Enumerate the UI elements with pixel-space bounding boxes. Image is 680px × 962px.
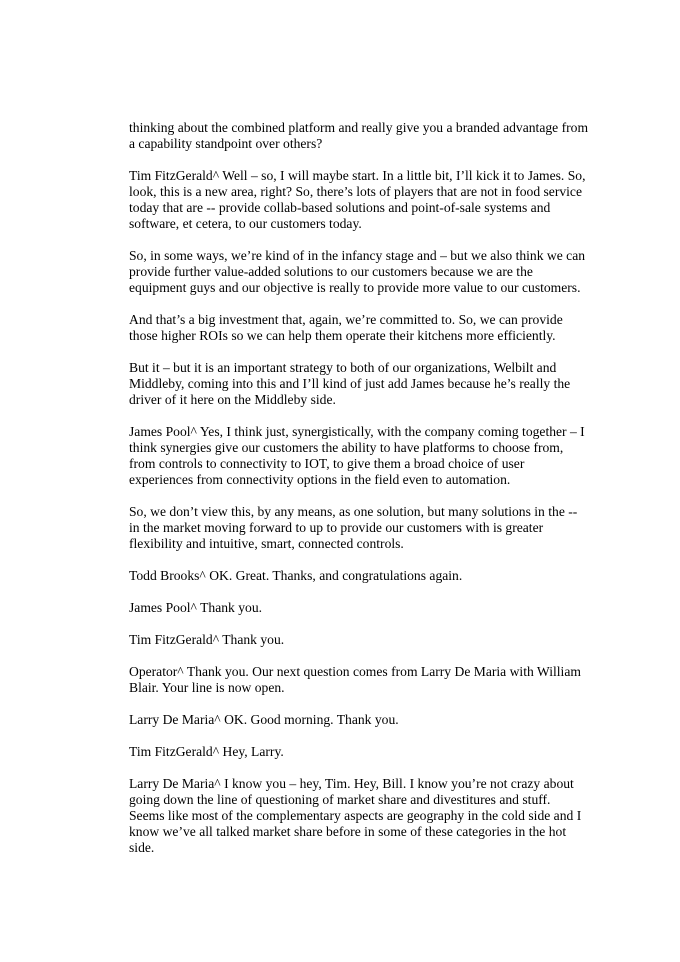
paragraph-text: Thank you. Our next question comes from Larry De Maria with William Blair. Your line is now open. — [129, 664, 581, 695]
paragraph-text: thinking about the combined platform and really give you a branded advantage from a capability standpoint over others? — [129, 120, 589, 151]
paragraph-9 — [129, 600, 589, 616]
paragraph-text: So, we don’t view this, by any means, as one solution, but many solutions in the -- in the market moving forward to up to provide our customers with is greater flexibility and intuitive, smart, connected controls. — [129, 504, 578, 551]
paragraph-text: OK. Great. Thanks, and congratulations again. — [209, 568, 463, 583]
paragraph-11 — [129, 664, 589, 696]
speaker-name: Todd Brooks^ — [129, 568, 206, 583]
transcript-body — [129, 120, 589, 872]
speaker-name: Larry De Maria^ — [129, 776, 221, 791]
paragraph-text: OK. Good morning. Thank you. — [224, 712, 399, 727]
paragraph-text: And that’s a big investment that, again, we’re committed to. So, we can provide those higher ROIs so we can help them operate their kitchens more efficiently. — [129, 312, 563, 343]
paragraph-3 — [129, 248, 589, 296]
speaker-name: James Pool^ — [129, 424, 197, 439]
speaker-name: Tim FitzGerald^ — [129, 632, 220, 647]
speaker-name: Operator^ — [129, 664, 184, 679]
paragraph-text: Thank you. — [200, 600, 263, 615]
paragraph-4 — [129, 312, 589, 344]
paragraph-12 — [129, 712, 589, 728]
paragraph-10 — [129, 632, 589, 648]
speaker-name: Tim FitzGerald^ — [129, 744, 220, 759]
speaker-name: Tim FitzGerald^ — [129, 168, 220, 183]
paragraph-text: Thank you. — [222, 632, 285, 647]
paragraph-text: Yes, I think just, synergistically, with the company coming together – I think synergies give our customers the ability to have platforms to choose from, from controls to connectivity to IOT, to give them a broad choice of user experiences from connectivity options in the field even to automation. — [129, 424, 585, 487]
paragraph-text: I know you – hey, Tim. Hey, Bill. I know you’re not crazy about going down the line of questioning of market share and divestitures and stuff. Seems like most of the complementary aspects are geography in the cold side and I know we’ve all talked market share before in some of these categories in the hot side. — [129, 776, 582, 855]
paragraph-text: But it – but it is an important strategy to both of our organizations, Welbilt and Middleby, coming into this and I’ll kind of just add James because he’s really the driver of it here on the Middleby side. — [129, 360, 571, 407]
paragraph-8 — [129, 568, 589, 584]
speaker-name: Larry De Maria^ — [129, 712, 221, 727]
paragraph-text: Well – so, I will maybe start. In a little bit, I’ll kick it to James. So, look, this is a new area, right? So, there’s lots of players that are not in food service today that are -- provide collab-based solutions and point-of-sale systems and software, et cetera, to our customers today. — [129, 168, 586, 231]
paragraph-13 — [129, 744, 589, 760]
paragraph-text: Hey, Larry. — [222, 744, 284, 759]
paragraph-6 — [129, 424, 589, 488]
speaker-name: James Pool^ — [129, 600, 197, 615]
paragraph-5 — [129, 360, 589, 408]
paragraph-1 — [129, 120, 589, 152]
paragraph-text: So, in some ways, we’re kind of in the infancy stage and – but we also think we can provide further value-added solutions to our customers because we are the equipment guys and our objective is really to provide more value to our customers. — [129, 248, 586, 295]
paragraph-14 — [129, 776, 589, 856]
paragraph-2 — [129, 168, 589, 232]
paragraph-7 — [129, 504, 589, 552]
